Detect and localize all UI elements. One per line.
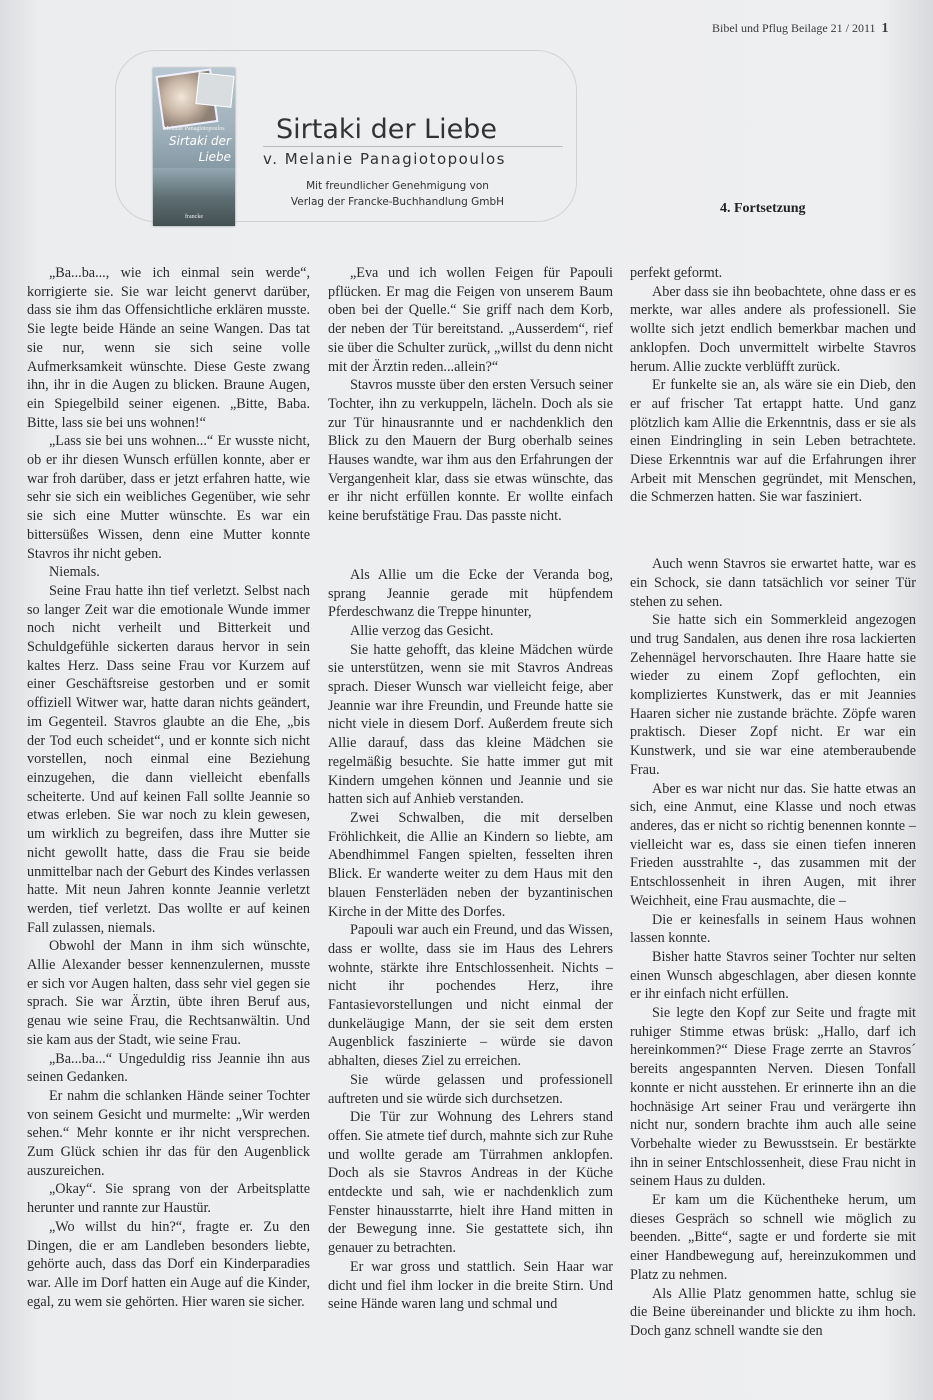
- article-byline: v. Melanie Panagiotopoulos: [263, 150, 507, 168]
- paragraph: Er funkelte sie an, als wäre sie ein Dieb, den er auf frischer Tat ertappt hatte. Und ganz plötzlich kam Allie die Erkenntnis, dass er sie als einen Eindringling in sein Leben betrachtete. Diese Erkenntnis war auf die Erfahrungen ihrer Arbeit mit Menschen gegründet, mit Menschen, die Schmerzen hatten. Sie war fasziniert.: [630, 377, 916, 506]
- paragraph: Die Tür zur Wohnung des Lehrers stand offen. Sie atmete tief durch, mahnte sich zur Ruhe und wollte gerade am Türrahmen anklopfen. Doch als sie Stavros Andreas in der Küche entdeckte und sah, wie er nachdenklich zum Fenster hinausstarrte, hielt ihre Hand mitten in der Bewegung inne. Sie gestattete sich, ihn genauer zu betrachten.: [328, 1109, 613, 1257]
- header-text: Bibel und Pflug Beilage 21 / 2011: [712, 21, 876, 35]
- paragraph: Er kam um die Küchentheke herum, um dieses Gespräch so schnell wie möglich zu beenden. „Bitte“, sagte er und forderte sie mit einer Handbewegung auf, hereinzukommen und Platz zu nehmen.: [630, 1192, 916, 1283]
- paragraph: „Okay“. Sie sprang von der Arbeitsplatte herunter und rannte zur Haustür.: [27, 1181, 310, 1217]
- paragraph: Aber dass sie ihn beobachtete, ohne dass er es merkte, war alles andere als professionell. Sie wollte sich jetzt endlich bemerkbar machen und anklopfen. Doch unvermittelt wirbelte Stavros herum. Allie zuckte verblüfft zurück.: [630, 283, 916, 375]
- page-number: 1: [881, 21, 889, 36]
- column-3: [630, 264, 916, 1341]
- book-cover-image: [153, 68, 235, 226]
- paragraph: „Ba...ba..., wie ich einmal sein werde“, korrigierte sie. Sie war leicht genervt darüber, dass sie ihm das Offensichtliche erklären musste. Sie legte beide Hände an seine Wangen. Das tat sie nur, wenn sie sich seine volle Aufmerksamkeit wünschte. Diese Geste zwang ihn, ihr in die Augen zu blicken. Braune Augen, ein Spiegelbild seiner eigenen. „Bitte, Baba. Bitte, lass sie bei uns wohnen!“: [27, 265, 310, 431]
- paragraph: „Wo willst du hin?“, fragte er. Zu den Dingen, die er am Landleben besonders liebte, gehörte auch, dass das Dorf ein Kinderparadies war. Alle im Dorf hatten ein Auge auf die Kinder, egal, zu wem sie gehörten. Hier waren sie sicher.: [27, 1218, 310, 1310]
- paragraph: Zwei Schwalben, die mit derselben Fröhlichkeit, die Allie an Kindern so liebte, am Abendhimmel Fangen spielten, fesselten ihren Blick. Er wanderte weiter zu dem Haus mit den blauen Fensterläden neben der byzantinischen Kirche in der Mitte des Dorfes.: [328, 809, 613, 920]
- paragraph: „Eva und ich wollen Feigen für Papouli pflücken. Er mag die Feigen von unserem Baum oben bei der Quelle.“ Sie griff nach dem Korb, der neben der Tür bereitstand. „Ausserdem“, rief sie über die Schulter zurück, „willst du denn nicht mit der Ärztin reden...allein?“: [328, 265, 613, 375]
- paragraph: „Lass sie bei uns wohnen...“ Er wusste nicht, ob er ihr diesen Wunsch erfüllen konnte, aber er war froh darüber, dass er jetzt erfahren hatte, wie sehr sie sich ein weibliches Gegenüber, wie sehr sie sich eine Mutter wünschte. Es war ein bittersüßes Wissen, denn eine Mutter konnte Stavros ihr nicht geben.: [27, 433, 310, 562]
- paragraph: Aber es war nicht nur das. Sie hatte etwas an sich, eine Anmut, eine Klasse und noch etwas anderes, das er nicht so richtig benennen konnte – vielleicht war es, dass sie einen tiefen inneren Frieden ausstrahlte -, das zusammen mit der Entschlossenheit in ihren Augen, mit ihrer Weichheit, eine Frau ausmachte, die –: [630, 780, 916, 909]
- paragraph: Die er keinesfalls in seinem Haus wohnen lassen konnte.: [630, 911, 916, 947]
- running-header: [712, 21, 889, 37]
- paragraph: perfekt geformt.: [630, 265, 723, 281]
- paragraph: Niemals.: [49, 564, 100, 581]
- paragraph: Allie verzog das Gesicht.: [350, 622, 494, 639]
- cover-title-line2: Liebe: [198, 150, 231, 164]
- cover-title-line1: Sirtaki der: [169, 134, 231, 148]
- paragraph: Papouli war auch ein Freund, und das Wissen, dass er wollte, dass sie im Haus des Lehrers wohnte, stärkte ihre Entschlossenheit. Nichts – nicht ihr pochendes Herz, ihre Fantasievorstellungen und nicht einmal der dunkeläugige Mann, der sie seit dem ersten Augenblick faszinierte – würde sie davon abhalten, dieses Ziel zu erreichen.: [328, 922, 613, 1070]
- paragraph: Sie hatte sich ein Sommerkleid angezogen und trug Sandalen, aus denen ihre rosa lackierten Zehennägel hervorschauten. Ihre Haare hatte sie wieder zu einem Zopf geflochten, ein kompliziertes Kunstwerk, das er mit Jeannies Haaren sicher nie zustande brächte. Zöpfe waren praktisch. Dieser Zopf nicht. Er war ein Kunstwerk, und sie war eine atemberaubende Frau.: [630, 612, 916, 778]
- paragraph: Sie hatte gehofft, das kleine Mädchen würde sie unterstützen, wenn sie mit Stavros Andreas sprach. Dieser Wunsch war vielleicht feige, aber Jeannie war ihre Freundin, und Freunde hatte sie nicht viele in diesem Dorf. Außerdem freute sich Allie darauf, dass das kleine Mädchen sie regelmäßig besuchte. Sie hatte immer gut mit Kindern umgehen können und Jeannie und sie hatten sich auf Anhieb verstanden.: [328, 641, 613, 808]
- paragraph: Als Allie Platz genommen hatte, schlug sie die Beine übereinander und blickte zu ihm hoch. Doch ganz schnell wandte sie den: [630, 1285, 916, 1339]
- paragraph: Seine Frau hatte ihn tief verletzt. Selbst nach so langer Zeit war die emotionale Wunde immer noch nicht verheilt und Bitterkeit und Schuldgefühle sickerten daraus hervor in sein kaltes Herz. Dass seine Frau vor Kurzem auf einer Geschäftsreise gestorben und er somit offiziell Witwer war, hatte daran nichts geändert, im Gegenteil. Stavros glaubte an die Ehe, „bis der Tod euch scheidet“, und er konnte sich nicht vorstellen, noch einmal eine Beziehung einzugehen, die dann vielleicht ebenfalls scheiterte. Und auf keinen Fall sollte Jeannie so etwas erleben. Sie war noch zu klein gewesen, um wirklich zu begreifen, dass ihre Mutter sie nicht gewollt hatte, dass die Frau sie beide unmittelbar nach der Geburt des Kindes verlassen hatte. Mit neun Jahren konnte Jeannie verletzt werden, tief verletzt. Das wollte er auf keinen Fall zulassen, niemals.: [27, 582, 310, 936]
- paragraph: Er nahm die schlanken Hände seiner Tochter von seinem Gesicht und murmelte: „Wir werden sehen.“ Mehr konnte er ihr nicht versprechen. Zum Glück schien ihr das für den Augenblick auszureichen.: [27, 1087, 310, 1179]
- paragraph: Als Allie um die Ecke der Veranda bog, sprang Jeannie gerade mit hüpfendem Pferdeschwanz die Treppe hinunter,: [328, 566, 613, 621]
- cover-author: Melanie Panagiotopoulos: [163, 126, 225, 132]
- paragraph: Sie würde gelassen und professionell auftreten und sie würde sich durchsetzen.: [328, 1071, 613, 1107]
- permission-line1: Mit freundlicher Genehmigung von: [306, 180, 489, 192]
- installment-label: 4. Fortsetzung: [720, 201, 806, 216]
- cover-photo-small: [195, 72, 234, 108]
- paragraph: Sie legte den Kopf zur Seite und fragte mit ruhiger Stimme etwas brüsk: „Hallo, darf ich hereinkommen?“ Diese Frage zerrte an Stavros´ bereits angespannten Nerven. Diesen Tonfall konnte er nicht ausstehen. Er erinnerte ihn an die hochnäsige Art seiner Frau und verärgerte ihn nicht nur, sondern brachte ihm auch alle seine Vorbehalte wieder zu Bewusstsein. Er bestärkte ihn in seiner Entschlossenheit, diese Frau nicht in seinem Haus zu dulden.: [630, 1005, 916, 1190]
- title-rule: [263, 146, 563, 147]
- article-title: Sirtaki der Liebe: [276, 114, 497, 145]
- paragraph: Auch wenn Stavros sie erwartet hatte, war es ein Schock, sie dann tatsächlich vor seiner Tür stehen zu sehen.: [630, 556, 916, 610]
- paragraph: Er war gross und stattlich. Sein Haar war dicht und fiel ihm locker in die breite Stirn. Und seine Hände waren lang und schmal und: [328, 1258, 613, 1313]
- paragraph: Stavros musste über den ersten Versuch seiner Tochter, ihn zu verkuppeln, lächeln. Doch als sie zur Tür hinausrannte und er nachdenklich den Blick zu den Mauern der Burg oberhalb seines Hauses wandte, war ihm aus den Erfahrungen der Vergangenheit klar, dass sie etwas wünschte, das er ihr nicht erfüllen konnte. Er wollte einfach keine berufstätige Frau. Das passte nicht.: [328, 377, 613, 525]
- permission-line2: Verlag der Francke-Buchhandlung GmbH: [290, 196, 505, 208]
- paragraph: Obwohl der Mann in ihm sich wünschte, Allie Alexander besser kennenzulernen, musste er sich vor Augen halten, dass sehr viel gegen sie sprach. Sie war Ärztin, übte ihren Beruf aus, genau wie seine Frau, die Rechtsanwältin. Und sie kam aus der Stadt, wie seine Frau.: [27, 938, 310, 1048]
- paragraph: „Ba...ba...“ Ungeduldig riss Jeannie ihn aus seinen Gedanken.: [27, 1050, 310, 1086]
- article-title-block: [255, 102, 565, 222]
- cover-publisher: francke: [185, 214, 203, 220]
- column-1: [27, 264, 310, 1311]
- paragraph: Bisher hatte Stavros seiner Tochter nur selten einen Wunsch abgeschlagen, aber diesen konnte er ihr einfach nicht erfüllen.: [630, 948, 916, 1003]
- permission-note: [255, 178, 540, 210]
- column-2: [328, 264, 613, 1314]
